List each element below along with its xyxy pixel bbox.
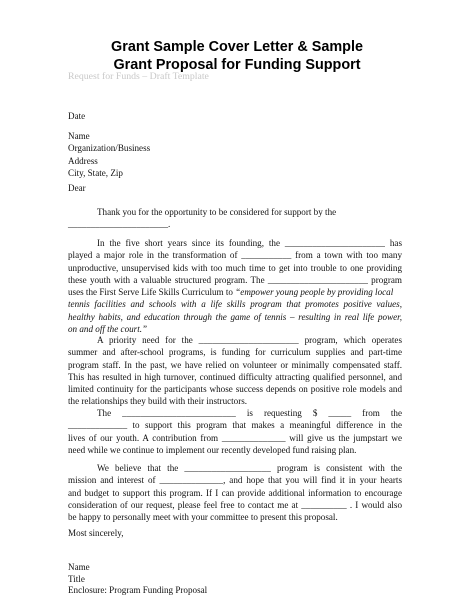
salutation: Dear [68, 183, 86, 193]
founding-line-5-plain: uses the First Serve Life Skills Curriculum to [68, 287, 236, 298]
founding-line-1: In the five short years since its founding, the ______________________ has [97, 238, 402, 248]
founding-line-3: unproductive, unsupervised kids with too much time to get into trouble to one providing [68, 262, 402, 273]
founding-line-8: on and off the court.” [68, 324, 148, 335]
paragraph-founding [68, 237, 402, 335]
priority-line-1: A priority need for the ______________________ program, which operates [97, 335, 402, 345]
priority-line-3: program staff. In the past, we have relied on volunteer or minimally compensated staff. [68, 359, 402, 370]
signature-block [68, 562, 207, 597]
founding-line-7: healthy habits, and education through the game of tennis – resulting in real life power, [68, 311, 402, 322]
request-line-3: lives of our youth. A contribution from ______________ will give us the jumpstart we [68, 432, 402, 443]
paragraph-priority-need [68, 334, 402, 408]
signature-title: Title [68, 573, 85, 584]
closing: Most sincerely, [68, 528, 124, 538]
founding-line-5 [68, 286, 402, 298]
mission-line-1: We believe that the ___________________ program is consistent with the [97, 463, 402, 473]
founding-line-4: these youth with a valuable structured program. The ______________________ program [68, 274, 402, 285]
founding-line-5-quote: “empower young people by providing local [235, 287, 394, 298]
mission-line-5: be happy to personally meet with your committee to present this proposal. [68, 512, 338, 523]
recipient-name: Name [68, 131, 90, 141]
signature-name: Name [68, 562, 90, 572]
recipient-organization: Organization/Business [68, 143, 151, 154]
intro-paragraph [68, 206, 402, 231]
recipient-address: Address [68, 155, 98, 166]
document-subtitle: Request for Funds – Draft Template [68, 71, 209, 82]
request-line-4: need while we continue to implement our recently developed fund raising plan. [68, 444, 357, 455]
priority-line-5: limited continuity for the participants whose success depends on positive role models and [68, 384, 402, 395]
intro-line-2: ______________________. [68, 219, 171, 230]
mission-line-4: consideration of our request, please feel free to contact me at __________ . I would also [68, 499, 402, 510]
mission-line-2: mission and interest of ______________, and hope that you will find it in your hearts [68, 475, 402, 486]
document-title [0, 39, 474, 74]
priority-line-2: summer and after-school programs, is funding for curriculum supplies and part-time [68, 347, 402, 358]
title-line-1: Grant Sample Cover Letter & Sample [111, 39, 363, 55]
recipient-city-state-zip: City, State, Zip [68, 167, 123, 178]
founding-line-2: played a major role in the transformation of ___________ from a town with too many [68, 250, 402, 261]
request-line-2: _____________ to support this program that makes a meaningful difference in the [68, 420, 402, 431]
letter-date: Date [68, 111, 86, 121]
recipient-address-block [68, 130, 150, 179]
paragraph-mission [68, 462, 402, 523]
intro-line-1: Thank you for the opportunity to be considered for support by the [97, 207, 337, 217]
priority-line-4: This has resulted in high turnover, continued difficulty attracting qualified personnel, and [68, 371, 402, 382]
title-line-2: Grant Proposal for Funding Support [113, 56, 361, 73]
mission-line-3: and budget to support this program. If I can provide additional information to encourage [68, 487, 402, 498]
founding-line-6: tennis facilities and schools with a life skills program that promotes positive values, [68, 299, 402, 310]
enclosure-note: Enclosure: Program Funding Proposal [68, 585, 208, 596]
request-line-1: The _________________________ is requesting $ _____ from the [97, 408, 402, 418]
priority-line-6: the relationships they build with their instructors. [68, 396, 248, 407]
paragraph-request [68, 407, 402, 456]
